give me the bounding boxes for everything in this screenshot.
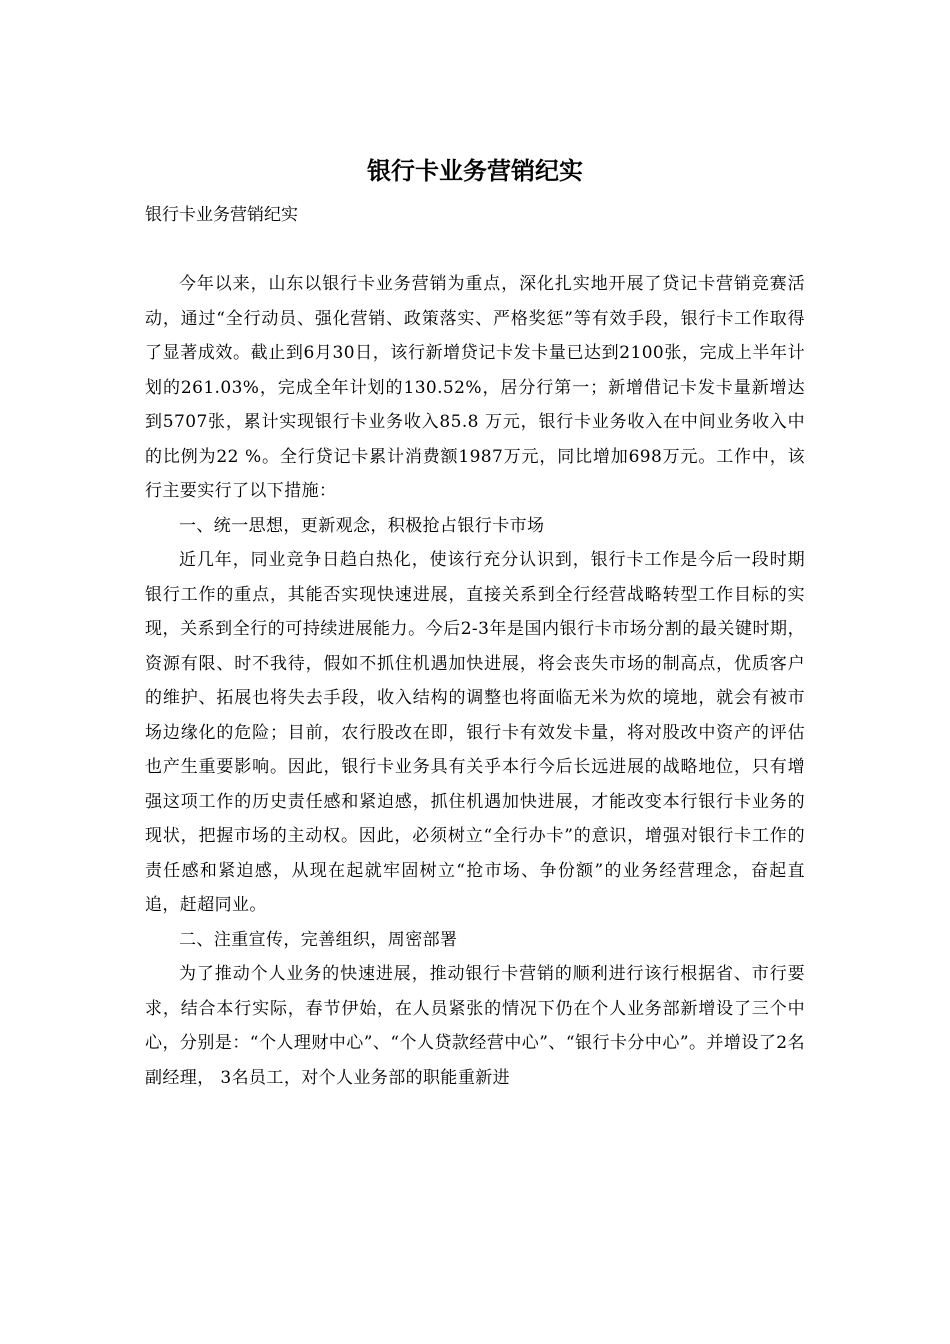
section-heading-1: 一、统一思想，更新观念，积极抢占银行卡市场: [179, 515, 545, 536]
paragraph-intro: 今年以来，山东以银行卡业务营销为重点，深化扎实地开展了贷记卡营销竞赛活动，通过“全行动员、强化营销、政策落实、严格奖惩”等有效手段，银行卡工作取得了显著成效。截止到6月30日，该行新增贷记卡发卡量已达到2100张，完成上半年计划的261.03%，完成全年计划的130.52%，居分行第一；新增借记卡发卡量新增达到5707张，累计实现银行卡业务收入85.8 万元，银行卡业务收入在中间业务收入中的比例为22 %。全行贷记卡累计消费额1987万元，同比增加698万元。工作中，该行主要实行了以下措施：: [145, 274, 805, 501]
paragraph-section-2: 为了推动个人业务的快速进展，推动银行卡营销的顺利进行该行根据省、市行要求，结合本行实际，春节伊始，在人员紧张的情况下仍在个人业务部新增设了三个中心，分别是：“个人理财中心”、“个人贷款经营中心”、“银行卡分中心”。并增设了2名副经理， 3名员工，对个人业务部的职能重新进: [145, 964, 805, 1088]
document-body: [145, 267, 805, 1095]
paragraph-section-1: 近几年，同业竞争日趋白热化，使该行充分认识到，银行卡工作是今后一段时期银行工作的重点，其能否实现快速进展，直接关系到全行经营战略转型工作目标的实现，关系到全行的可持续进展能力。今后2-3年是国内银行卡市场分割的最关键时期，资源有限、时不我待，假如不抓住机遇加快进展，将会丧失市场的制高点，优质客户的维护、拓展也将失去手段，收入结构的调整也将面临无米为炊的境地，就会有被市场边缘化的危险；目前，农行股改在即，银行卡有效发卡量，将对股改中资产的评估也产生重要影响。因此，银行卡业务具有关乎本行今后长远进展的战略地位，只有增强这项工作的历史责任感和紧迫感，抓住机遇加快进展，才能改变本行银行卡业务的现状，把握市场的主动权。因此，必须树立“全行办卡”的意识，增强对银行卡工作的责任感和紧迫感，从现在起就牢固树立“抢市场、争份额”的业务经营理念，奋起直追，赶超同业。: [145, 550, 805, 915]
section-heading-2: 二、注重宣传，完善组织，周密部署: [179, 929, 458, 950]
document-title: 银行卡业务营销纪实: [367, 156, 583, 185]
document-subtitle: 银行卡业务营销纪实: [145, 205, 298, 225]
